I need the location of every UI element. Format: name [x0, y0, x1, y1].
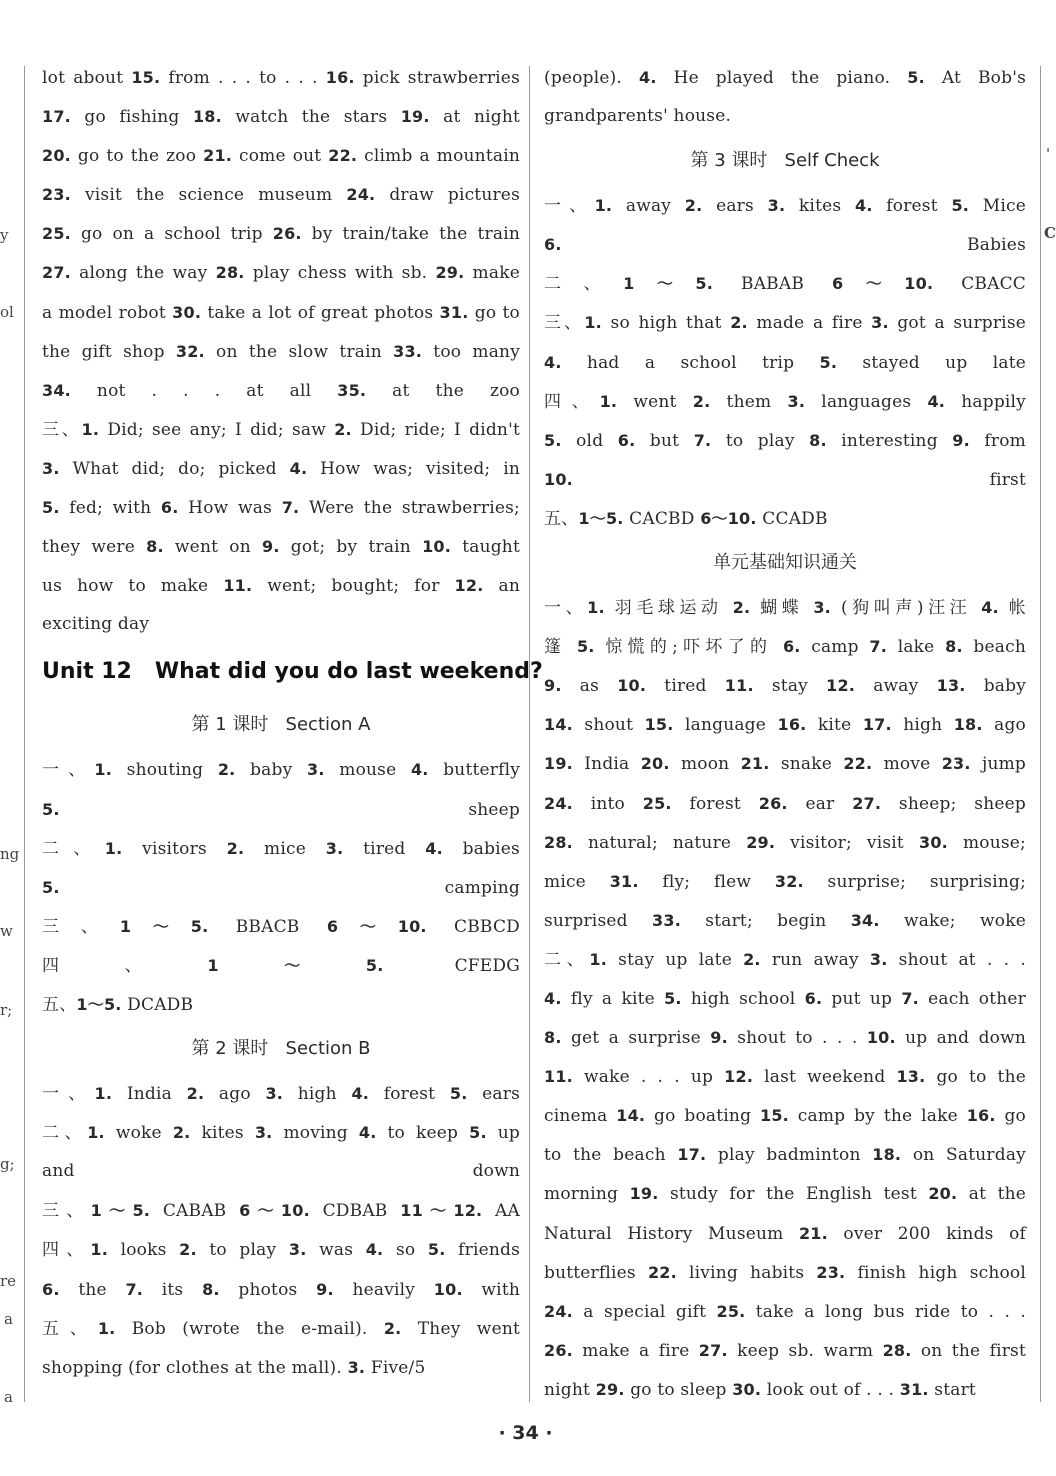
answer-line: shopping (for clothes at the mall). 3. Five/5: [42, 1357, 426, 1378]
answer-line: 25. go on a school trip 26. by train/take the train: [42, 224, 521, 245]
left-column: [42, 58, 543, 1387]
answer-line: cinema 14. go boating 15. camp by the lake 16. go: [544, 1106, 1026, 1127]
answer-line: (people). 4. He played the piano. 5. At Bob's: [544, 68, 1026, 88]
left-answer-block-1: [42, 58, 520, 644]
answer-line: 5. sheep: [42, 799, 520, 820]
answer-line: mice 31. fly; flew 32. surprise; surprising;: [544, 871, 1027, 892]
edge-fragment: y: [0, 226, 9, 244]
answer-line: 二、1. visitors 2. mice 3. tired 4. babies: [42, 838, 520, 859]
answer-line: 五、1. Bob (wrote the e-mail). 2. They went: [42, 1318, 521, 1339]
unit-title: Unit 12 What did you do last weekend?: [42, 659, 543, 685]
edge-fragment: ng: [0, 845, 20, 863]
edge-fragment: C: [1044, 224, 1056, 242]
answer-line: 6. Babies: [544, 235, 1026, 256]
answer-line: 23. visit the science museum 24. draw pictures: [42, 185, 520, 206]
lesson-3-answers: [544, 186, 1026, 538]
answer-line: 五、1～5. CACBD 6～10. CCADB: [544, 508, 828, 529]
answer-line: 五、1～5. DCADB: [42, 994, 194, 1015]
lesson-3-title: 第 3 课时 Self Check: [690, 150, 880, 172]
answer-line: 二、1～5. BABAB 6～10. CBACC: [544, 274, 1026, 295]
answer-line: 三、1～5. BBACB 6～10. CBBCD: [42, 916, 520, 937]
answer-line: 10. first: [544, 469, 1026, 490]
answer-line: 一、1. away 2. ears 3. kites 4. forest 5. Mice: [544, 196, 1026, 217]
answer-line: 篷 5. 惊慌的;吓坏了的 6. camp 7. lake 8. beach: [544, 637, 1026, 658]
answer-line: and down: [42, 1161, 520, 1182]
answer-line: 一、1. shouting 2. baby 3. mouse 4. butterfly: [42, 760, 521, 781]
unit-review-answers: [544, 588, 1026, 1409]
answer-line: 6. the 7. its 8. photos 9. heavily 10. with: [42, 1279, 520, 1300]
edge-fragment: ol: [0, 303, 14, 321]
answer-line: 四、1. went 2. them 3. languages 4. happily: [544, 391, 1026, 412]
answer-line: 四、1～5. CFEDG: [42, 955, 520, 976]
answer-line: 28. natural; nature 29. visitor; visit 30. mouse;: [544, 832, 1026, 853]
answer-line: Natural History Museum 21. over 200 kinds of: [544, 1223, 1026, 1244]
answer-line: butterflies 22. living habits 23. finish high school: [544, 1262, 1026, 1283]
answer-line: they were 8. went on 9. got; by train 10. taught: [42, 537, 520, 558]
answer-line: 24. a special gift 25. take a long bus ride to . . .: [544, 1301, 1026, 1322]
answer-line: 二、1. stay up late 2. run away 3. shout at . . .: [544, 949, 1026, 970]
edge-fragment: ': [1046, 145, 1051, 163]
lesson-2-title: 第 2 课时 Section B: [191, 1038, 371, 1060]
answer-line: 三、1. Did; see any; I did; saw 2. Did; ride; I didn't: [42, 419, 520, 440]
answer-line: night 29. go to sleep 30. look out of . . . 31. start: [544, 1379, 976, 1400]
answer-line: 5. old 6. but 7. to play 8. interesting 9. from: [544, 430, 1026, 451]
answer-line: 4. had a school trip 5. stayed up late: [544, 352, 1026, 373]
answer-line: 5. camping: [42, 877, 520, 898]
answer-line: 19. India 20. moon 21. snake 22. move 23. jump: [544, 754, 1026, 775]
edge-fragment: g;: [0, 1155, 15, 1173]
edge-fragment: r;: [0, 1001, 13, 1019]
edge-fragment: a: [4, 1310, 13, 1328]
answer-line: 9. as 10. tired 11. stay 12. away 13. baby: [544, 676, 1027, 697]
answer-line: us how to make 11. went; bought; for 12. an: [42, 576, 520, 597]
edge-fragment: a: [4, 1388, 13, 1406]
answer-line: 一、1. India 2. ago 3. high 4. forest 5. ears: [42, 1084, 521, 1105]
lesson-1-answers: [42, 750, 520, 1024]
answer-line: 三、1～5. CABAB 6～10. CDBAB 11～12. AA: [42, 1201, 521, 1222]
answer-line: 20. go to the zoo 21. come out 22. climb a mountain: [42, 146, 520, 167]
answer-line: 4. fly a kite 5. high school 6. put up 7. each other: [544, 988, 1026, 1009]
answer-line: 34. not . . . at all 35. at the zoo: [42, 380, 520, 401]
unit-review-title: 单元基础知识通关: [713, 552, 857, 574]
edge-fragment: w: [0, 922, 13, 940]
answer-line: 二、1. woke 2. kites 3. moving 4. to keep 5. up: [42, 1123, 520, 1144]
answer-line: 三、1. so high that 2. made a fire 3. got a surprise: [544, 313, 1027, 334]
lesson-1-title: 第 1 课时 Section A: [191, 714, 371, 736]
answer-line: exciting day: [42, 614, 150, 635]
answer-line: the gift shop 32. on the slow train 33. too many: [42, 341, 520, 362]
answer-line: morning 19. study for the English test 20. at the: [544, 1184, 1027, 1205]
answer-line: 3. What did; do; picked 4. How was; visited; in: [42, 458, 520, 479]
answer-line: surprised 33. start; begin 34. wake; woke: [544, 910, 1026, 931]
right-answer-block-1: [544, 58, 1026, 136]
answer-line: 11. wake . . . up 12. last weekend 13. go to the: [544, 1067, 1026, 1088]
answer-line: 5. fed; with 6. How was 7. Were the strawberries;: [42, 498, 520, 519]
answer-line: 14. shout 15. language 16. kite 17. high 18. ago: [544, 715, 1026, 736]
answer-line: 四、1. looks 2. to play 3. was 4. so 5. friends: [42, 1240, 520, 1261]
answer-line: 26. make a fire 27. keep sb. warm 28. on the first: [544, 1340, 1026, 1361]
answer-line: 8. get a surprise 9. shout to . . . 10. up and down: [544, 1028, 1026, 1049]
answer-line: 24. into 25. forest 26. ear 27. sheep; sheep: [544, 793, 1026, 814]
answer-line: grandparents' house.: [544, 106, 732, 127]
edge-fragment: re: [0, 1272, 17, 1290]
answer-line: to the beach 17. play badminton 18. on Saturday: [544, 1145, 1026, 1166]
answer-line: a model robot 30. take a lot of great photos 31. go to: [42, 302, 520, 323]
answer-line: lot about 15. from . . . to . . . 16. pick strawberries: [42, 68, 520, 88]
page-number: · 34 ·: [498, 1422, 553, 1444]
answer-line: 27. along the way 28. play chess with sb. 29. make: [42, 263, 520, 284]
answer-line: 17. go fishing 18. watch the stars 19. at night: [42, 107, 521, 128]
answer-line: 一、1. 羽毛球运动 2. 蝴蝶 3. (狗叫声)汪汪 4. 帐: [544, 598, 1027, 619]
lesson-2-answers: [42, 1074, 520, 1387]
right-column: [544, 58, 1026, 1409]
